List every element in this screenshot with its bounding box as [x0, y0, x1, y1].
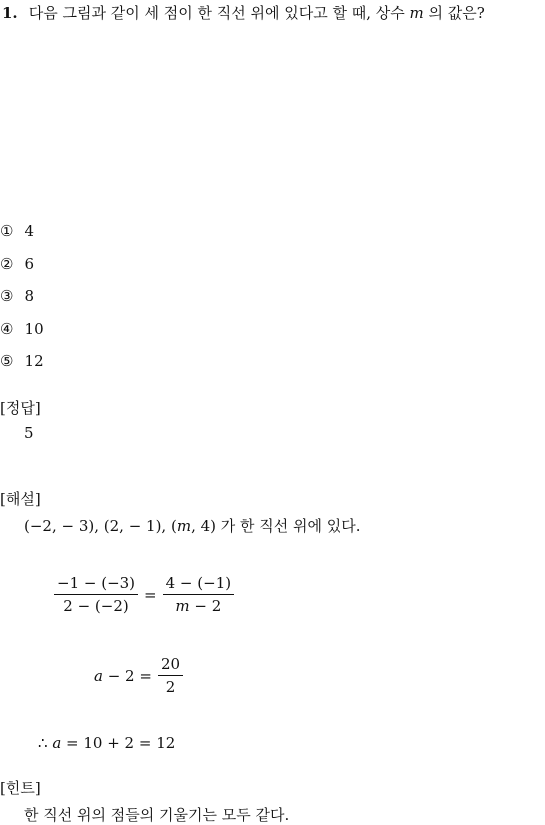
equation-slope [54, 574, 234, 615]
points-text-end: , 4) 가 한 직선 위에 있다. [191, 517, 361, 535]
solution-points-line [24, 515, 361, 536]
choice-value: 8 [24, 287, 35, 305]
choice-mark: ③ [0, 287, 14, 305]
right-fraction [163, 574, 234, 615]
therefore-symbol: ∴ [38, 734, 53, 752]
choice-5[interactable] [0, 351, 44, 370]
choice-value: 12 [24, 352, 44, 370]
answer-label: [정답] [0, 399, 41, 417]
result-variable: a [52, 734, 62, 752]
equation-result [38, 734, 175, 752]
choice-3[interactable] [0, 286, 34, 305]
eq2-left: a − 2 = [94, 666, 152, 685]
choice-2[interactable] [0, 254, 34, 273]
equals-sign: = [144, 585, 157, 604]
result-text: = 10 + 2 = 12 [61, 734, 176, 752]
points-text: (−2, − 3), (2, − 1), ( [24, 517, 177, 535]
choice-4[interactable] [0, 319, 44, 338]
question-number: 1. [2, 4, 18, 22]
question [2, 2, 485, 23]
right-denominator: m − 2 [175, 597, 222, 615]
choice-value: 6 [24, 255, 35, 273]
choice-value: 10 [24, 320, 44, 338]
hint-text: 한 직선 위의 점들의 기울기는 모두 같다. [24, 806, 290, 824]
eq2-denominator: 2 [165, 678, 176, 696]
choice-mark: ⑤ [0, 352, 14, 370]
question-variable: m [409, 4, 424, 22]
left-denominator: 2 − (−2) [63, 597, 129, 615]
answer-value: 5 [24, 424, 34, 442]
choice-value: 4 [24, 222, 35, 240]
left-fraction [54, 574, 138, 615]
choice-mark: ① [0, 222, 14, 240]
right-numerator: 4 − (−1) [163, 574, 234, 595]
question-text-end: 의 값은? [423, 4, 485, 22]
hint-label: [힌트] [0, 779, 41, 797]
solution-label: [해설] [0, 490, 41, 508]
left-numerator: −1 − (−3) [54, 574, 138, 595]
equation-a [94, 655, 183, 696]
eq2-fraction [158, 655, 183, 696]
eq2-numerator: 20 [158, 655, 183, 676]
choice-mark: ④ [0, 320, 14, 338]
points-variable: m [176, 517, 192, 535]
choice-1[interactable] [0, 221, 34, 240]
choice-mark: ② [0, 255, 14, 273]
question-text-start: 다음 그림과 같이 세 점이 한 직선 위에 있다고 할 때, 상수 [28, 4, 410, 22]
